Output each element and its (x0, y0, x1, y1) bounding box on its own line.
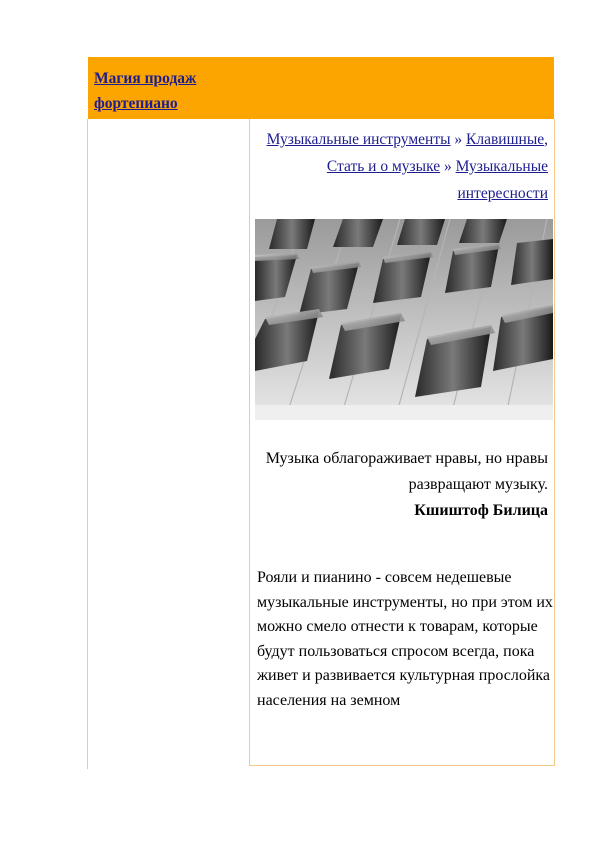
breadcrumb (256, 126, 548, 207)
breadcrumb-separator: » (454, 131, 463, 148)
page-title-link[interactable]: Магия продаж фортепиано (94, 70, 197, 112)
content-column (249, 119, 555, 766)
breadcrumb-link-curiosities[interactable]: Музыкальные интересности (455, 158, 548, 202)
breadcrumb-link-instruments[interactable]: Музыкальные инструменты (266, 131, 451, 148)
breadcrumb-separator: » (443, 158, 452, 175)
breadcrumb-comma: , (544, 131, 548, 148)
breadcrumb-link-keyboards[interactable]: Клавишные (466, 131, 545, 148)
page-header (88, 57, 554, 119)
left-column-divider (87, 119, 88, 769)
piano-keys-photo (255, 219, 553, 420)
quote-author: Кшиштоф Билица (414, 502, 548, 519)
quote-text: Музыка облагораживает нравы, но нравы развращают музыку. (265, 450, 548, 493)
breadcrumb-link-articles[interactable]: Стать и о музыке (326, 158, 441, 175)
article-text: Рояли и пианино - совсем недешевые музыкальные инструменты, но при этом их можно смело отнести к товарам, которые будут пользоваться спросом всегда, пока живет и развивается культурная прослойка населения на земном (257, 569, 553, 709)
piano-keys-icon (255, 219, 553, 420)
